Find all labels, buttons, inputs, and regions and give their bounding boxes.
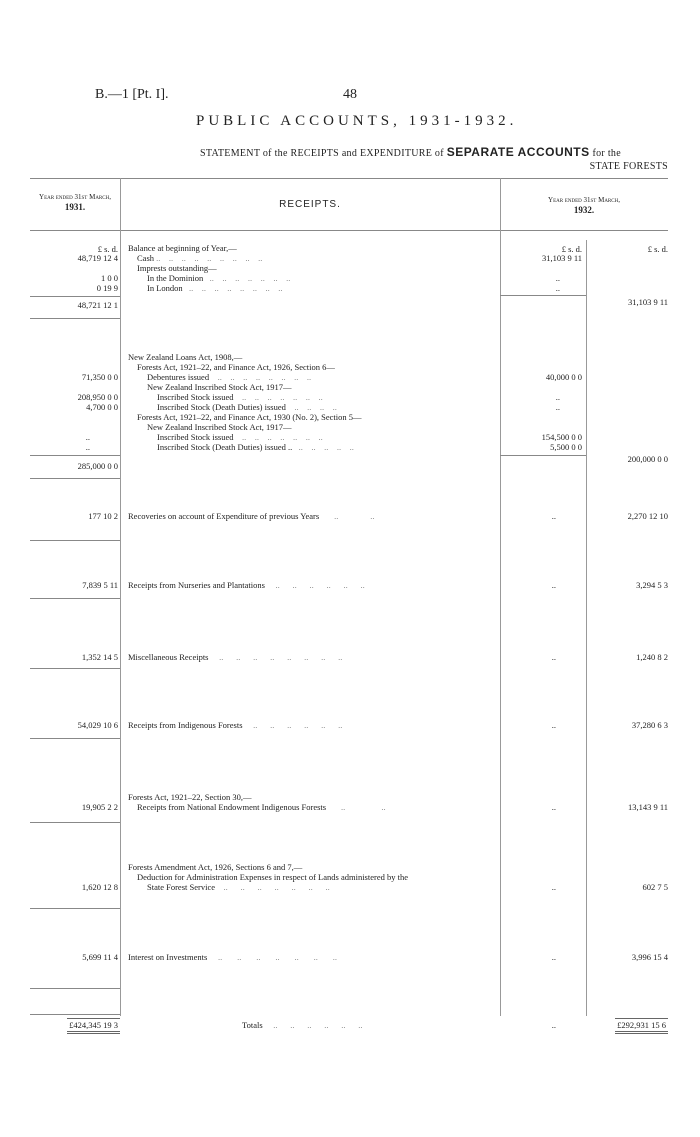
loans-curr-death2: 5,500 0 0 (550, 442, 582, 452)
subtitle-pre: STATEMENT of the RECEIPTS and EXPENDITURE of (200, 148, 444, 159)
loans-curr-death1: .. (555, 402, 560, 412)
page-number: 48 (343, 87, 357, 102)
balance-line: Cash .. .. .. .. .. .. .. .. .. (137, 253, 263, 263)
balance-dominion-label: In the Dominion (147, 273, 204, 283)
loans-line: Forests Act, 1921–22, and Finance Act, 1930 (No. 2), Section 5— (137, 412, 362, 422)
section-divider (30, 540, 120, 541)
balance-prev-dominion: 1 0 0 (101, 273, 118, 283)
misc-curr: 1,240 8 2 (636, 652, 668, 662)
loans-line: Forests Act, 1921–22, and Finance Act, 1926, Section 6— (137, 362, 335, 372)
indigenous-label: Receipts from Indigenous Forests (128, 720, 243, 730)
loans-curr-stock1: .. (555, 392, 560, 402)
misc-label: Miscellaneous Receipts (128, 652, 209, 662)
endowment-line: Forests Act, 1921–22, Section 30,— (128, 792, 252, 802)
document-reference: B.—1 [Pt. I]. (95, 87, 169, 102)
recoveries-label: Recoveries on account of Expenditure of previous Years (128, 511, 320, 521)
loans-line: New Zealand Inscribed Stock Act, 1917— (147, 382, 292, 392)
deduction-prev: 1,620 12 8 (81, 882, 118, 892)
loans-prev-total: 285,000 0 0 (77, 461, 118, 471)
deduction-line: Forests Amendment Act, 1926, Sections 6 and 7,— (128, 862, 303, 872)
header-rule (30, 230, 668, 231)
totals-prev (30, 1020, 120, 1030)
subtotal-rule (30, 296, 120, 297)
section-divider (30, 908, 120, 909)
curr-year-number: 1932. (573, 205, 595, 215)
balance-prev-cash: 48,719 12 4 (77, 253, 118, 263)
section-divider (30, 988, 120, 989)
balance-cash-label: Cash (137, 253, 154, 263)
recoveries-prev: 177 10 2 (88, 511, 118, 521)
loans-prev-stock2: .. (85, 432, 90, 442)
loans-line: Inscribed Stock (Death Duties) issued .. .. .. .. (157, 402, 337, 412)
loans-stock1-label: Inscribed Stock issued (157, 392, 234, 402)
units-prev: £ s. d. (97, 244, 118, 254)
misc-prev: 1,352 14 5 (81, 652, 118, 662)
recoveries-line: Recoveries on account of Expenditure of previous Years .. .. (128, 511, 375, 521)
loans-prev-debentures: 71,350 0 0 (81, 372, 118, 382)
nurseries-curr: 3,294 5 3 (636, 580, 668, 590)
misc-line: Miscellaneous Receipts .. .. .. .. .. .. .. .. (128, 652, 343, 662)
indigenous-prev: 54,029 10 6 (77, 720, 118, 730)
indigenous-curr: 37,280 6 3 (631, 720, 668, 730)
loans-prev-stock1: 208,950 0 0 (77, 392, 118, 402)
loans-death2-label: Inscribed Stock (Death Duties) issued .. (157, 442, 293, 452)
column-divider (586, 240, 587, 1016)
statement-subtitle (200, 145, 621, 159)
balance-line: Imprests outstanding— (137, 263, 217, 273)
nurseries-line: Receipts from Nurseries and Plantations .. .. .. .. .. .. (128, 580, 365, 590)
section-divider (30, 598, 120, 599)
prev-year-header (30, 193, 120, 211)
totals-line: Totals .. .. .. .. .. .. (242, 1020, 363, 1030)
loans-line: Inscribed Stock issued .. .. .. .. .. .. .. (157, 392, 323, 402)
interest-label: Interest on Investments (128, 952, 208, 962)
section-divider (30, 318, 120, 319)
curr-year-header (500, 196, 668, 214)
loans-line: Inscribed Stock issued .. .. .. .. .. .. .. (157, 432, 323, 442)
misc-mid: .. (551, 652, 556, 662)
balance-line: Balance at beginning of Year,— (128, 243, 237, 253)
section-divider (30, 822, 120, 823)
deduction-line: State Forest Service .. .. .. .. .. .. .. (147, 882, 330, 892)
totals-mid: .. (551, 1020, 556, 1030)
curr-year-label: Year ended 31st March, (548, 196, 620, 204)
balance-curr-london: .. (555, 283, 560, 293)
section-divider (30, 668, 120, 669)
deduction-line: Deduction for Administration Expenses in respect of Lands administered by the (137, 872, 408, 882)
interest-curr: 3,996 15 4 (631, 952, 668, 962)
loans-line: New Zealand Loans Act, 1908,— (128, 352, 243, 362)
loans-death1-label: Inscribed Stock (Death Duties) issued (157, 402, 286, 412)
subtotal-rule (500, 295, 586, 296)
interest-line: Interest on Investments .. .. .. .. .. .. .. (128, 952, 337, 962)
subtitle-bold: SEPARATE ACCOUNTS (446, 145, 590, 159)
table-top-rule (30, 178, 668, 179)
balance-line: In London .. .. .. .. .. .. .. .. (147, 283, 283, 293)
interest-prev: 5,699 11 4 (82, 952, 118, 962)
balance-curr-dominion: .. (555, 273, 560, 283)
recoveries-curr: 2,270 12 10 (627, 511, 668, 521)
section-divider (30, 738, 120, 739)
units-curr-1: £ s. d. (561, 244, 582, 254)
totals-label: Totals (242, 1020, 263, 1030)
totals-curr-value: £292,931 15 6 (615, 1018, 668, 1034)
prev-year-number: 1931. (64, 202, 86, 212)
column-divider (120, 178, 121, 1016)
totals-curr (586, 1020, 668, 1030)
nurseries-mid: .. (551, 580, 556, 590)
balance-london-label: In London (147, 283, 183, 293)
indigenous-mid: .. (551, 720, 556, 730)
loans-line: Inscribed Stock (Death Duties) issued .. .. .. .. .. .. (157, 442, 354, 452)
recoveries-mid: .. (551, 511, 556, 521)
endowment-curr: 13,143 9 11 (627, 802, 668, 812)
units-curr-2: £ s. d. (647, 244, 668, 254)
section-divider (30, 1014, 120, 1015)
loans-curr-total: 200,000 0 0 (627, 454, 668, 464)
balance-line: In the Dominion .. .. .. .. .. .. .. (147, 273, 291, 283)
balance-prev-total: 48,721 12 1 (77, 300, 118, 310)
endowment-label: Receipts from National Endowment Indigenous Forests (137, 802, 327, 812)
receipts-header: RECEIPTS. (279, 199, 341, 210)
deduction-mid: .. (551, 882, 556, 892)
balance-prev-london: 0 19 9 (96, 283, 118, 293)
loans-line: Debentures issued .. .. .. .. .. .. .. .. (147, 372, 312, 382)
loans-curr-stock2: 154,500 0 0 (541, 432, 582, 442)
totals-prev-value: £424,345 19 3 (67, 1018, 120, 1034)
deduction-label: State Forest Service (147, 882, 215, 892)
endowment-line: Receipts from National Endowment Indigenous Forests .. .. (137, 802, 386, 812)
endowment-prev: 19,905 2 2 (81, 802, 118, 812)
endowment-mid: .. (551, 802, 556, 812)
section-divider (30, 478, 120, 479)
nurseries-label: Receipts from Nurseries and Plantations (128, 580, 265, 590)
loans-line: New Zealand Inscribed Stock Act, 1917— (147, 422, 292, 432)
indigenous-line: Receipts from Indigenous Forests .. .. .. .. .. .. (128, 720, 343, 730)
subtitle-post: for the (592, 148, 621, 159)
page-title: PUBLIC ACCOUNTS, 1931-1932. (196, 113, 518, 129)
interest-mid: .. (551, 952, 556, 962)
loans-prev-death2: .. (85, 442, 90, 452)
subtotal-rule (30, 455, 120, 456)
loans-curr-debentures: 40,000 0 0 (545, 372, 582, 382)
balance-curr-total: 31,103 9 11 (627, 297, 668, 307)
loans-prev-death1: 4,700 0 0 (86, 402, 118, 412)
loans-stock2-label: Inscribed Stock issued (157, 432, 234, 442)
prev-year-label: Year ended 31st March, (39, 193, 111, 201)
subtotal-rule (500, 455, 586, 456)
loans-debentures-label: Debentures issued (147, 372, 210, 382)
balance-curr-cash: 31,103 9 11 (541, 253, 582, 263)
deduction-curr: 602 7 5 (642, 882, 668, 892)
statement-subtitle-line2: STATE FORESTS (589, 161, 668, 172)
nurseries-prev: 7,839 5 11 (82, 580, 118, 590)
